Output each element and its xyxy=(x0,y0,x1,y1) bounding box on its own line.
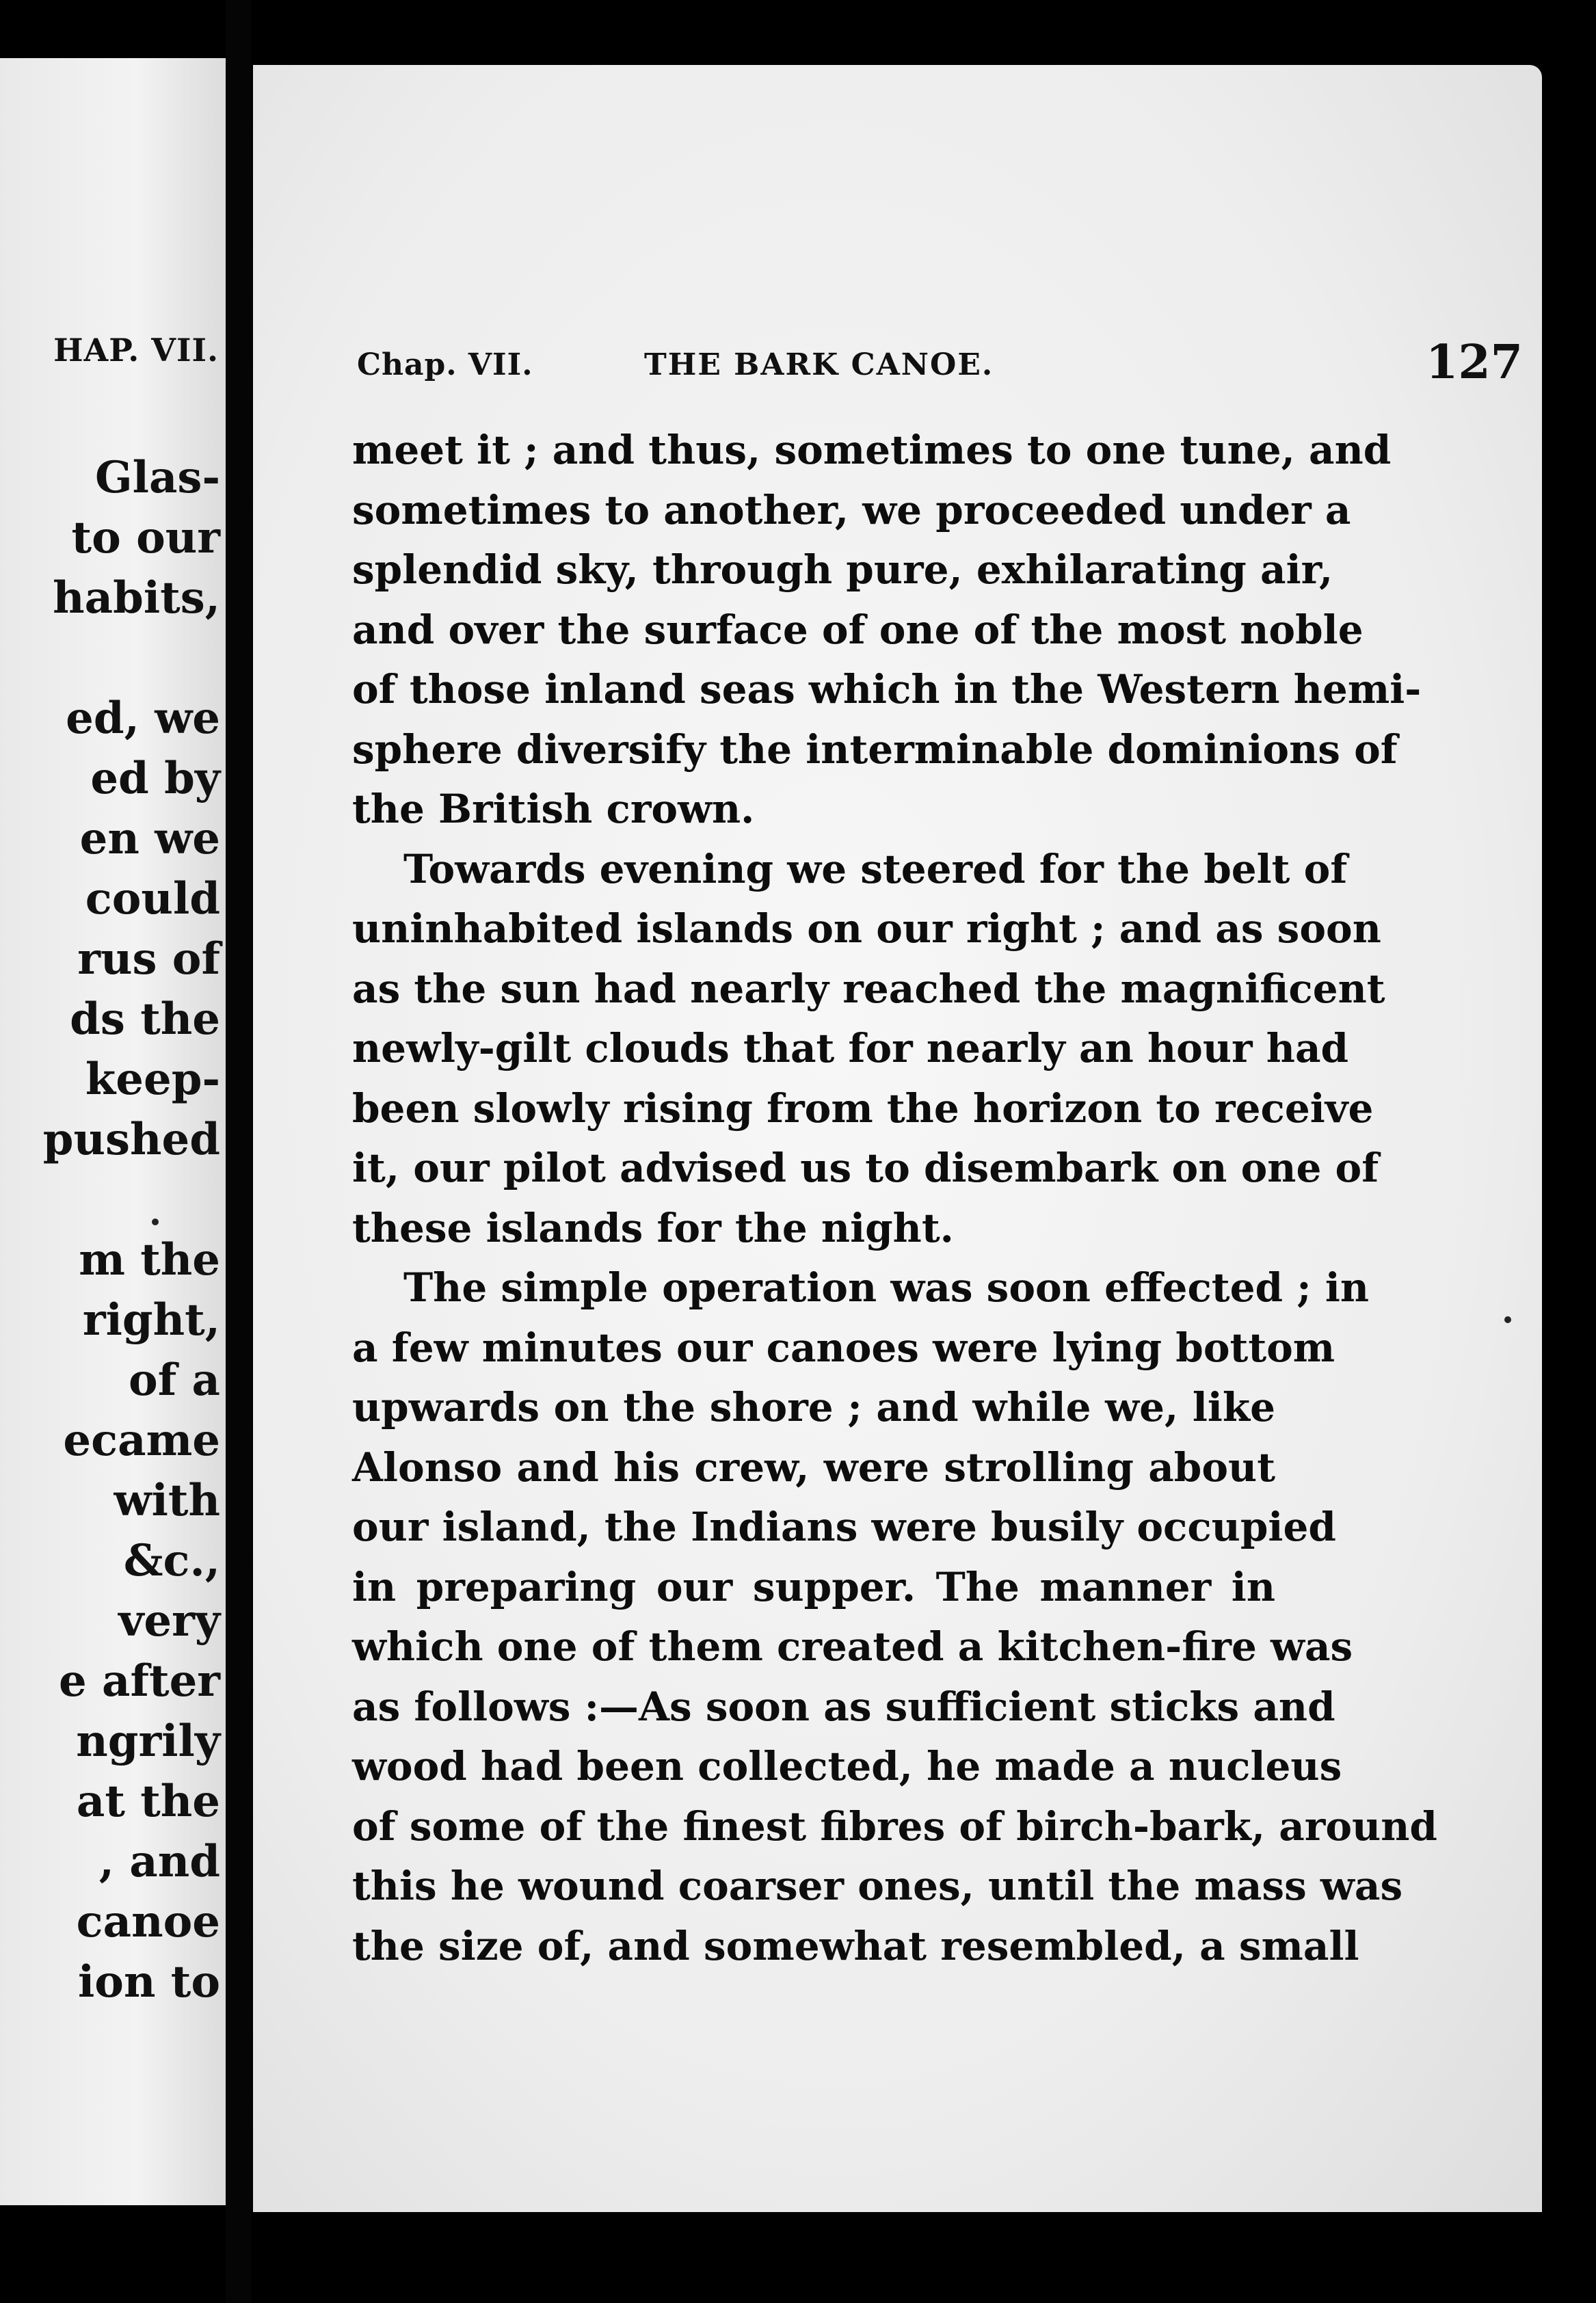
left-line-fragment: ion to xyxy=(77,1956,220,2008)
left-line-fragment: to our xyxy=(71,512,220,563)
text-line: the size of, and somewhat resembled, a small xyxy=(352,1922,1359,1969)
text-line: splendid sky, through pure, exhilarating air, xyxy=(352,546,1333,593)
text-line: wood had been collected, he made a nucleus xyxy=(352,1743,1342,1789)
left-line-fragment: right, xyxy=(82,1294,220,1346)
text-line: this he wound coarser ones, until the mass was xyxy=(352,1863,1403,1909)
left-line-fragment xyxy=(43,1170,220,1230)
left-facing-page xyxy=(0,58,226,2205)
left-line-fragment: with xyxy=(114,1475,220,1526)
text-line: uninhabited islands on our right ; and as soon xyxy=(352,905,1381,952)
left-line-fragment: ecame xyxy=(63,1415,220,1466)
left-page-text-fragments xyxy=(43,448,220,2012)
left-line-fragment: ed, we xyxy=(66,693,220,744)
left-line-fragment: canoe xyxy=(76,1896,220,1947)
text-line: and over the surface of one of the most noble xyxy=(352,606,1364,653)
left-line-fragment: ed by xyxy=(90,753,220,804)
text-line: sometimes to another, we proceeded under a xyxy=(352,486,1351,533)
page-speck xyxy=(1504,1316,1511,1323)
text-line: it, our pilot advised us to disembark on one of xyxy=(352,1145,1379,1191)
body-text xyxy=(352,421,1437,1976)
text-line: been slowly rising from the horizon to receive xyxy=(352,1084,1374,1132)
left-line-fragment: ngrily xyxy=(76,1716,220,1767)
left-line-fragment: en we xyxy=(79,813,220,864)
text-line: as follows :—As soon as sufficient sticks and xyxy=(352,1683,1335,1730)
left-running-head: HAP. VII. xyxy=(53,332,219,369)
text-line: which one of them created a kitchen-fire was xyxy=(352,1623,1353,1670)
left-line-fragment: habits, xyxy=(53,572,220,624)
left-line-fragment: keep- xyxy=(85,1054,220,1105)
text-line: these islands for the night. xyxy=(352,1204,954,1251)
text-line: our island, the Indians were busily occupied xyxy=(352,1504,1336,1550)
text-line: in preparing our supper. The manner in xyxy=(352,1563,1275,1610)
running-head xyxy=(357,335,1523,390)
left-line-fragment: at the xyxy=(76,1776,220,1827)
left-line-fragment: very xyxy=(118,1595,220,1647)
left-line-fragment: Glas- xyxy=(94,452,220,503)
page-number: 127 xyxy=(1426,335,1523,390)
text-line: of some of the finest fibres of birch-bark, around xyxy=(352,1802,1437,1850)
text-line: of those inland seas which in the Western hemi- xyxy=(352,666,1422,713)
left-line-fragment: , and xyxy=(98,1836,220,1887)
text-line: newly-gilt clouds that for nearly an hour had xyxy=(352,1025,1349,1071)
text-line: sphere diversify the interminable dominions of xyxy=(352,725,1398,773)
text-line: The simple operation was soon effected ; in xyxy=(403,1264,1370,1311)
left-line-fragment: m the xyxy=(79,1234,220,1286)
left-line-fragment: ds the xyxy=(70,994,220,1045)
text-line: a few minutes our canoes were lying bottom xyxy=(352,1324,1335,1371)
main-page xyxy=(253,65,1542,2212)
left-line-fragment: pushed xyxy=(42,1114,220,1165)
running-title: THE BARK CANOE. xyxy=(644,347,994,382)
left-line-fragment: e after xyxy=(59,1655,220,1707)
text-line: upwards on the shore ; and while we, like xyxy=(352,1384,1275,1430)
left-line-fragment: &c., xyxy=(123,1535,220,1586)
left-line-fragment: rus of xyxy=(77,933,220,985)
book-gutter xyxy=(226,0,252,2303)
chapter-label: Chap. VII. xyxy=(357,347,533,382)
text-line: Towards evening we steered for the belt of xyxy=(403,845,1348,892)
text-line: as the sun had nearly reached the magnificent xyxy=(352,965,1385,1012)
left-line-fragment: of a xyxy=(129,1355,220,1406)
text-line: meet it ; and thus, sometimes to one tune, and xyxy=(352,427,1392,473)
text-line: the British crown. xyxy=(352,786,755,832)
left-page-speck xyxy=(152,1219,159,1225)
left-line-fragment: could xyxy=(85,873,220,924)
left-line-fragment xyxy=(43,628,220,689)
text-line: Alonso and his crew, were strolling about xyxy=(352,1443,1275,1491)
